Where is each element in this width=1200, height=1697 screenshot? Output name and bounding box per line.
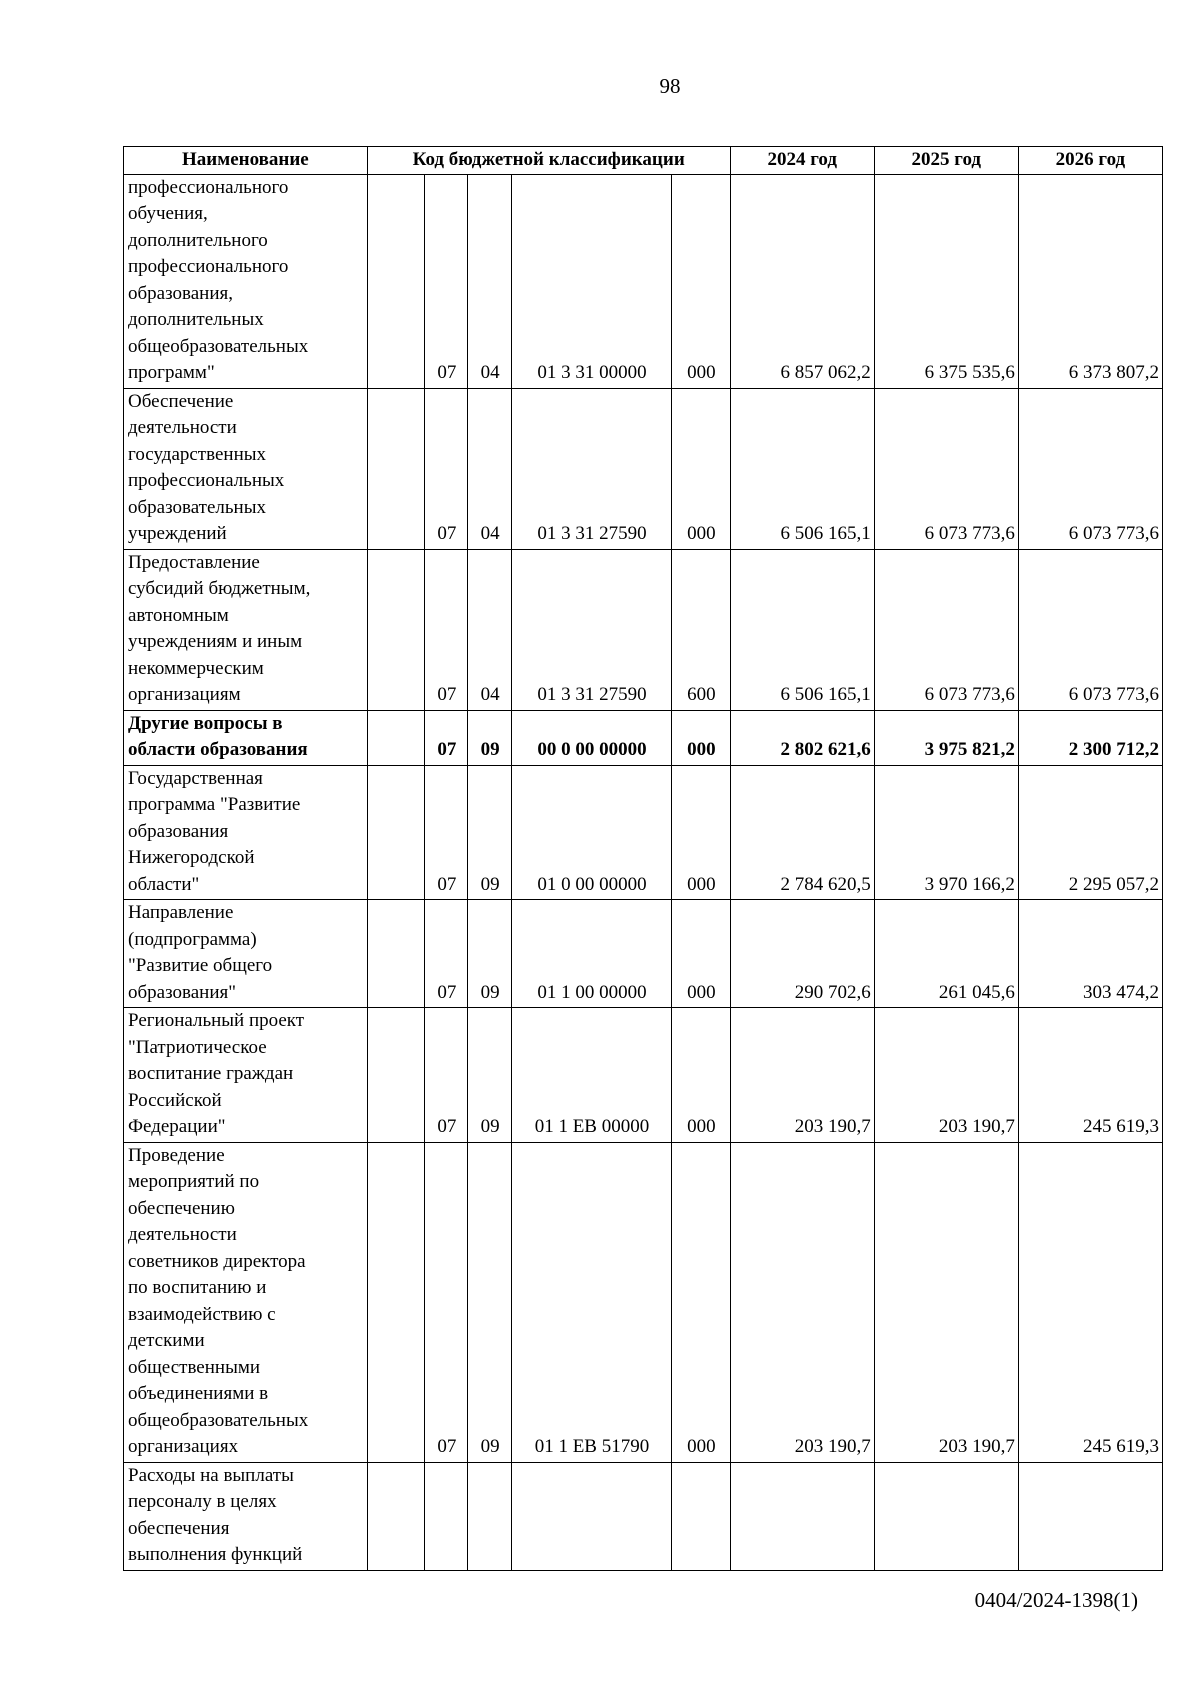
row-expense-type — [672, 1462, 731, 1570]
row-subsection: 04 — [468, 388, 511, 549]
header-name: Наименование — [124, 147, 368, 175]
row-2025-value: 203 190,7 — [874, 1142, 1018, 1462]
row-2026-value: 2 300 712,2 — [1018, 710, 1162, 765]
row-target-article: 01 0 00 00000 — [511, 765, 671, 900]
row-expense-type: 600 — [672, 549, 731, 710]
row-subsection — [468, 1462, 511, 1570]
header-budget-code: Код бюджетной классификации — [367, 147, 730, 175]
row-expense-type: 000 — [672, 1008, 731, 1143]
row-name: Обеспечение деятельности государственных профессиональных образовательных учреждений — [124, 388, 368, 549]
row-expense-type: 000 — [672, 174, 731, 388]
row-name: Направление (подпрограмма) "Развитие общего образования" — [124, 900, 368, 1008]
row-target-article: 01 3 31 27590 — [511, 388, 671, 549]
row-2025-value: 261 045,6 — [874, 900, 1018, 1008]
row-subsection: 04 — [468, 174, 511, 388]
row-blank-cell — [367, 1462, 424, 1570]
table-row — [124, 549, 1163, 710]
row-name: Региональный проект "Патриотическое воспитание граждан Российской Федерации" — [124, 1008, 368, 1143]
row-2024-value: 2 784 620,5 — [730, 765, 874, 900]
row-expense-type: 000 — [672, 710, 731, 765]
row-section: 07 — [425, 1008, 468, 1143]
row-2024-value — [730, 1462, 874, 1570]
row-2026-value: 245 619,3 — [1018, 1142, 1162, 1462]
row-blank-cell — [367, 765, 424, 900]
row-name: Другие вопросы в области образования — [124, 710, 368, 765]
row-target-article: 01 1 EB 51790 — [511, 1142, 671, 1462]
budget-table — [123, 146, 1163, 1571]
row-section: 07 — [425, 765, 468, 900]
row-2026-value: 6 373 807,2 — [1018, 174, 1162, 388]
row-expense-type: 000 — [672, 765, 731, 900]
row-target-article: 00 0 00 00000 — [511, 710, 671, 765]
row-2024-value: 6 506 165,1 — [730, 549, 874, 710]
row-2026-value: 6 073 773,6 — [1018, 388, 1162, 549]
row-2024-value: 203 190,7 — [730, 1142, 874, 1462]
row-blank-cell — [367, 900, 424, 1008]
table-row — [124, 1008, 1163, 1143]
row-subsection: 09 — [468, 765, 511, 900]
row-section: 07 — [425, 900, 468, 1008]
row-2024-value: 203 190,7 — [730, 1008, 874, 1143]
document-registration-code: 0404/2024-1398(1) — [974, 1588, 1138, 1612]
row-subsection: 09 — [468, 710, 511, 765]
row-2025-value: 3 975 821,2 — [874, 710, 1018, 765]
row-2025-value: 6 073 773,6 — [874, 388, 1018, 549]
row-name: профессионального обучения, дополнительного профессионального образования, дополнительных общеобразовательных программ" — [124, 174, 368, 388]
row-subsection: 09 — [468, 1008, 511, 1143]
row-blank-cell — [367, 388, 424, 549]
row-target-article: 01 1 00 00000 — [511, 900, 671, 1008]
row-2024-value: 6 857 062,2 — [730, 174, 874, 388]
row-section — [425, 1462, 468, 1570]
table-row — [124, 174, 1163, 388]
row-2024-value: 290 702,6 — [730, 900, 874, 1008]
row-2025-value: 6 073 773,6 — [874, 549, 1018, 710]
table-row — [124, 1462, 1163, 1570]
row-2026-value: 303 474,2 — [1018, 900, 1162, 1008]
table-row-total — [124, 710, 1163, 765]
row-name: Расходы на выплаты персоналу в целях обеспечения выполнения функций — [124, 1462, 368, 1570]
table-row — [124, 900, 1163, 1008]
row-2026-value: 245 619,3 — [1018, 1008, 1162, 1143]
row-section: 07 — [425, 549, 468, 710]
header-2024: 2024 год — [730, 147, 874, 175]
row-name: Государственная программа "Развитие образования Нижегородской области" — [124, 765, 368, 900]
row-section: 07 — [425, 1142, 468, 1462]
row-blank-cell — [367, 174, 424, 388]
row-subsection: 09 — [468, 1142, 511, 1462]
row-target-article — [511, 1462, 671, 1570]
row-2026-value: 2 295 057,2 — [1018, 765, 1162, 900]
row-2026-value: 6 073 773,6 — [1018, 549, 1162, 710]
row-blank-cell — [367, 710, 424, 765]
row-2025-value: 6 375 535,6 — [874, 174, 1018, 388]
row-expense-type: 000 — [672, 900, 731, 1008]
row-expense-type: 000 — [672, 388, 731, 549]
row-2025-value: 3 970 166,2 — [874, 765, 1018, 900]
row-2025-value: 203 190,7 — [874, 1008, 1018, 1143]
row-2025-value — [874, 1462, 1018, 1570]
page-number: 98 — [659, 74, 681, 98]
row-2024-value: 2 802 621,6 — [730, 710, 874, 765]
header-2026: 2026 год — [1018, 147, 1162, 175]
row-name: Предоставление субсидий бюджетным, автономным учреждениям и иным некоммерческим организациям — [124, 549, 368, 710]
row-target-article: 01 1 EB 00000 — [511, 1008, 671, 1143]
row-section: 07 — [425, 174, 468, 388]
row-expense-type: 000 — [672, 1142, 731, 1462]
table-row — [124, 765, 1163, 900]
table-header-row — [124, 147, 1163, 175]
row-name: Проведение мероприятий по обеспечению деятельности советников директора по воспитанию и взаимодействию с детскими общественными объединениями в общеобразовательных организациях — [124, 1142, 368, 1462]
row-section: 07 — [425, 710, 468, 765]
header-2025: 2025 год — [874, 147, 1018, 175]
row-subsection: 04 — [468, 549, 511, 710]
table-row — [124, 1142, 1163, 1462]
row-2024-value: 6 506 165,1 — [730, 388, 874, 549]
row-target-article: 01 3 31 27590 — [511, 549, 671, 710]
row-target-article: 01 3 31 00000 — [511, 174, 671, 388]
row-blank-cell — [367, 1008, 424, 1143]
row-blank-cell — [367, 1142, 424, 1462]
row-2026-value — [1018, 1462, 1162, 1570]
row-subsection: 09 — [468, 900, 511, 1008]
table-row — [124, 388, 1163, 549]
row-blank-cell — [367, 549, 424, 710]
row-section: 07 — [425, 388, 468, 549]
